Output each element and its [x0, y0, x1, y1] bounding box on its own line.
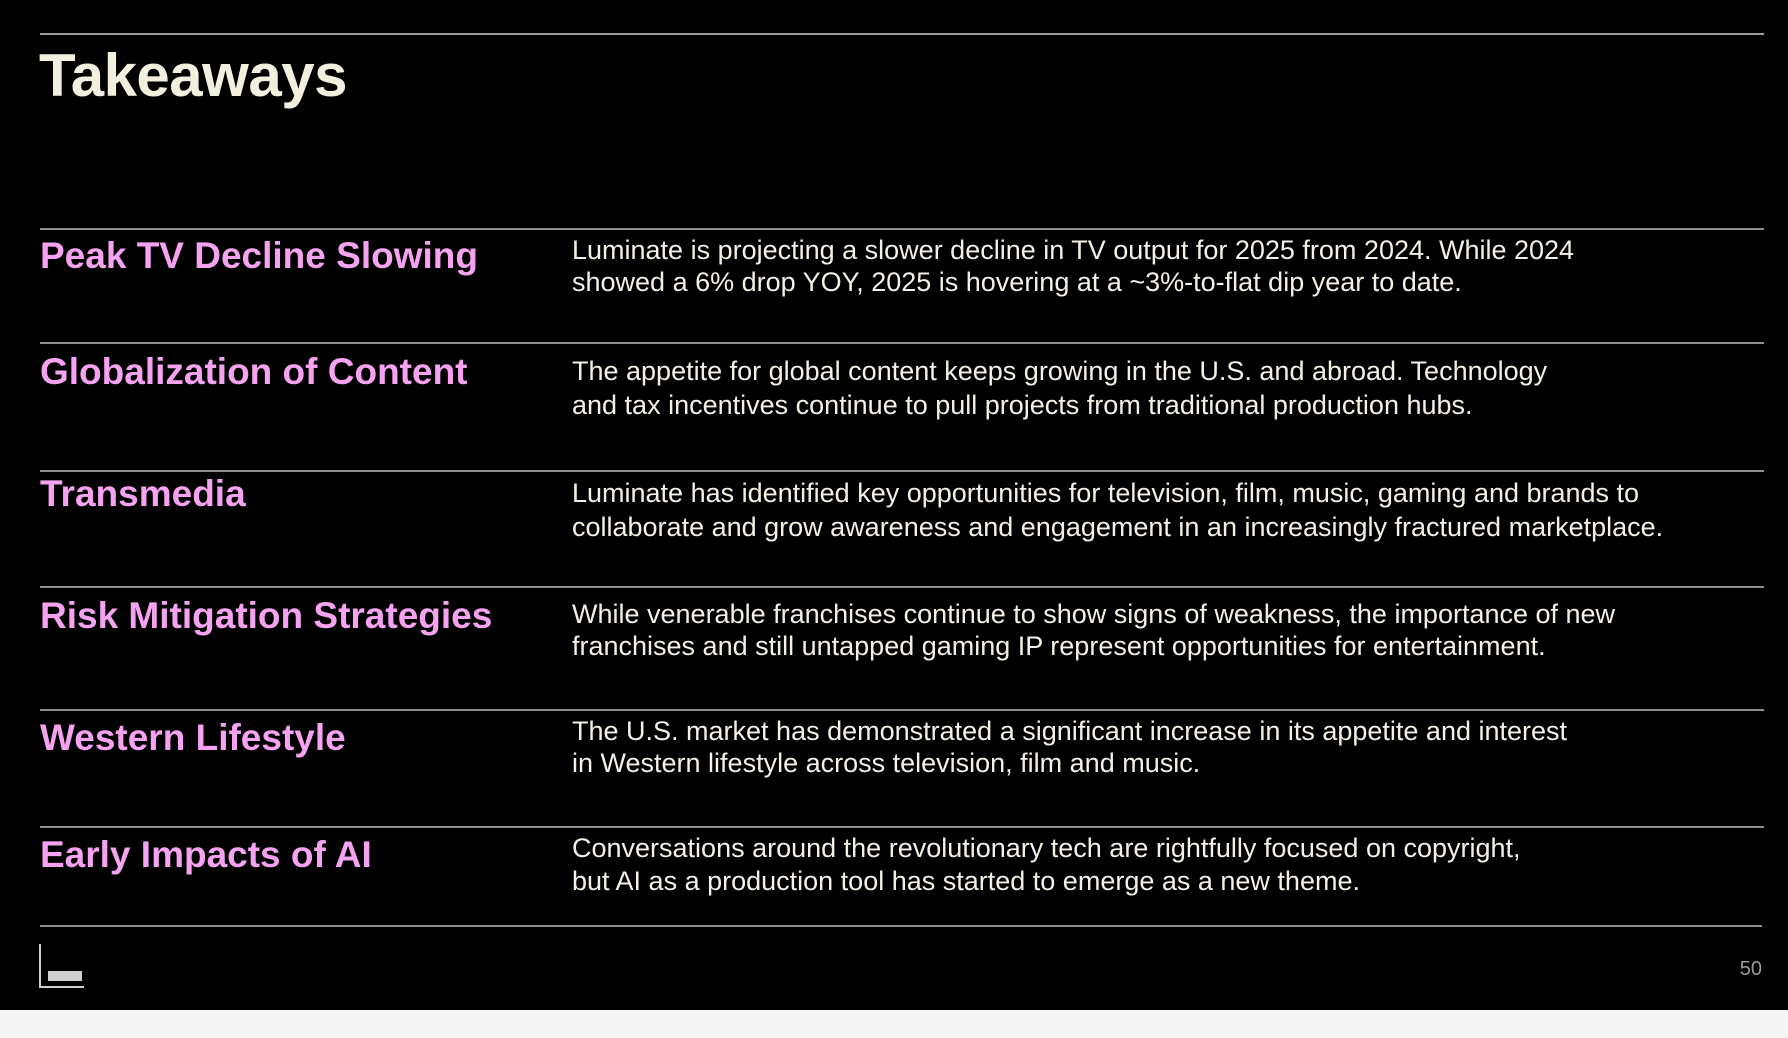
takeaway-description [572, 715, 1752, 779]
description-line: and tax incentives continue to pull projects from traditional production hubs. [572, 390, 1473, 420]
takeaway-heading: Globalization of Content [40, 351, 468, 392]
takeaway-description [572, 598, 1752, 662]
description-line: but AI as a production tool has started to emerge as a new theme. [572, 866, 1360, 896]
takeaway-row [40, 470, 1764, 586]
luminate-bracket-logo-icon [39, 944, 84, 988]
takeaways-list [40, 228, 1764, 932]
description-line: collaborate and grow awareness and engagement in an increasingly fractured marketplace. [572, 512, 1664, 542]
description-line: franchises and still untapped gaming IP represent opportunities for entertainment. [572, 631, 1546, 661]
takeaway-description [572, 476, 1752, 544]
takeaway-row [40, 709, 1764, 826]
page-number: 50 [1739, 958, 1762, 980]
luminate-logo [39, 944, 84, 988]
description-line: in Western lifestyle across television, film and music. [572, 748, 1201, 778]
takeaway-row [40, 826, 1764, 932]
description-line: Luminate has identified key opportunities for television, film, music, gaming and brands to [572, 478, 1640, 508]
description-line: While venerable franchises continue to show signs of weakness, the importance of new [572, 599, 1616, 629]
takeaway-heading: Early Impacts of AI [40, 834, 372, 875]
takeaway-row [40, 228, 1764, 342]
top-divider [40, 33, 1764, 35]
takeaway-description [572, 234, 1752, 298]
takeaway-description [572, 832, 1752, 898]
description-line: Luminate is projecting a slower decline in TV output for 2025 from 2024. While 2024 [572, 235, 1575, 265]
takeaway-description [572, 354, 1752, 422]
description-line: The appetite for global content keeps growing in the U.S. and abroad. Technology [572, 356, 1548, 386]
takeaway-row [40, 342, 1764, 470]
takeaway-row [40, 586, 1764, 709]
page-title: Takeaways [39, 42, 347, 109]
description-line: The U.S. market has demonstrated a significant increase in its appetite and interest [572, 716, 1568, 746]
bottom-divider [40, 925, 1762, 927]
description-line: Conversations around the revolutionary tech are rightfully focused on copyright, [572, 833, 1521, 863]
takeaway-heading: Western Lifestyle [40, 717, 346, 758]
takeaway-heading: Peak TV Decline Slowing [40, 235, 478, 276]
description-line: showed a 6% drop YOY, 2025 is hovering at a ~3%-to-flat dip year to date. [572, 267, 1462, 297]
takeaway-heading: Risk Mitigation Strategies [40, 595, 493, 636]
takeaway-heading: Transmedia [40, 473, 246, 514]
